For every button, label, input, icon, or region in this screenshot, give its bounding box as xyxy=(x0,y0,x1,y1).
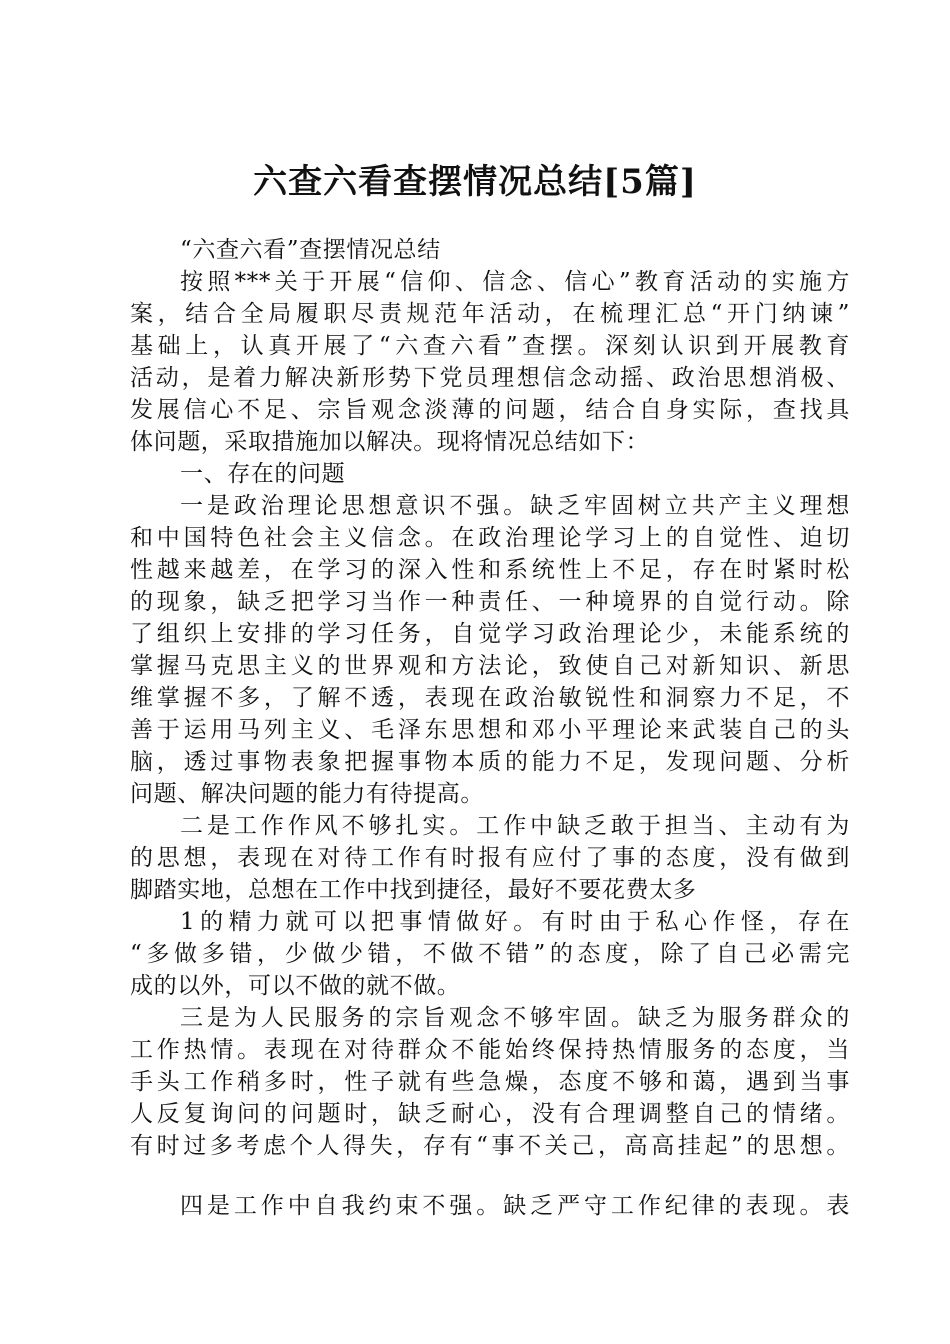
text-line: 按照***关于开展“信仰、信念、信心”教育活动的实施方 xyxy=(180,269,850,295)
text-line: 掌握马克思主义的世界观和方法论，致使自己对新知识、新思 xyxy=(130,653,850,679)
paragraph-gap xyxy=(130,1162,850,1190)
text-line: 工作热情。表现在对待群众不能始终保持热情服务的态度，当 xyxy=(130,1037,850,1063)
text-line: 有时过多考虑个人得失，存有“事不关己，高高挂起”的思想。 xyxy=(130,1133,850,1159)
text-line: 问题、解决问题的能力有待提高。 xyxy=(130,781,484,807)
text-line: 体问题，采取措施加以解决。现将情况总结如下： xyxy=(130,429,650,455)
text-line: 的思想，表现在对待工作有时报有应付了事的态度，没有做到 xyxy=(130,845,850,871)
text-line: 一是政治理论思想意识不强。缺乏牢固树立共产主义理想 xyxy=(180,493,850,519)
text-line: 性越来越差，在学习的深入性和系统性上不足，存在时紧时松 xyxy=(130,557,850,583)
text-line: 和中国特色社会主义信念。在政治理论学习上的自觉性、迫切 xyxy=(130,525,850,551)
text-line: 人反复询问的问题时，缺乏耐心，没有合理调整自己的情绪。 xyxy=(130,1101,850,1127)
text-line: 四是工作中自我约束不强。缺乏严守工作纪律的表现。表 xyxy=(180,1193,850,1219)
text-line: 活动，是着力解决新形势下党员理想信念动摇、政治思想消极、 xyxy=(130,365,850,391)
text-line: 脚踏实地，总想在工作中找到捷径，最好不要花费太多 xyxy=(130,877,697,903)
text-line: 了组织上安排的学习任务，自觉学习政治理论少，未能系统的 xyxy=(130,621,850,647)
text-line: “六查六看”查摆情况总结 xyxy=(180,237,441,263)
document-title: 六查六看查摆情况总结[5篇] xyxy=(253,162,697,202)
text-line: 手头工作稍多时，性子就有些急燥，态度不够和蔼，遇到当事 xyxy=(130,1069,850,1095)
text-line: 案，结合全局履职尽责规范年活动，在梳理汇总“开门纳谏” xyxy=(130,301,850,327)
text-line: 的现象，缺乏把学习当作一种责任、一种境界的自觉行动。除 xyxy=(130,589,850,615)
text-line: 善于运用马列主义、毛泽东思想和邓小平理论来武装自己的头 xyxy=(130,717,850,743)
text-line: 成的以外，可以不做的就不做。 xyxy=(130,973,461,999)
text-line: 二是工作作风不够扎实。工作中缺乏敢于担当、主动有为 xyxy=(180,813,850,839)
text-line: 基础上，认真开展了“六查六看”查摆。深刻认识到开展教育 xyxy=(130,333,850,359)
document-body xyxy=(130,234,850,1222)
text-line: “多做多错，少做少错，不做不错”的态度，除了自己必需完 xyxy=(130,941,850,967)
text-line: 维掌握不多，了解不透，表现在政治敏锐性和洞察力不足，不 xyxy=(130,685,850,711)
text-line: 三是为人民服务的宗旨观念不够牢固。缺乏为服务群众的 xyxy=(180,1005,850,1031)
text-line: 一、存在的问题 xyxy=(180,461,346,487)
text-line: 脑，透过事物表象把握事物本质的能力不足，发现问题、分析 xyxy=(130,749,850,775)
text-line: 发展信心不足、宗旨观念淡薄的问题，结合自身实际，查找具 xyxy=(130,397,850,423)
text-line: 1的精力就可以把事情做好。有时由于私心作怪，存在 xyxy=(180,909,850,935)
